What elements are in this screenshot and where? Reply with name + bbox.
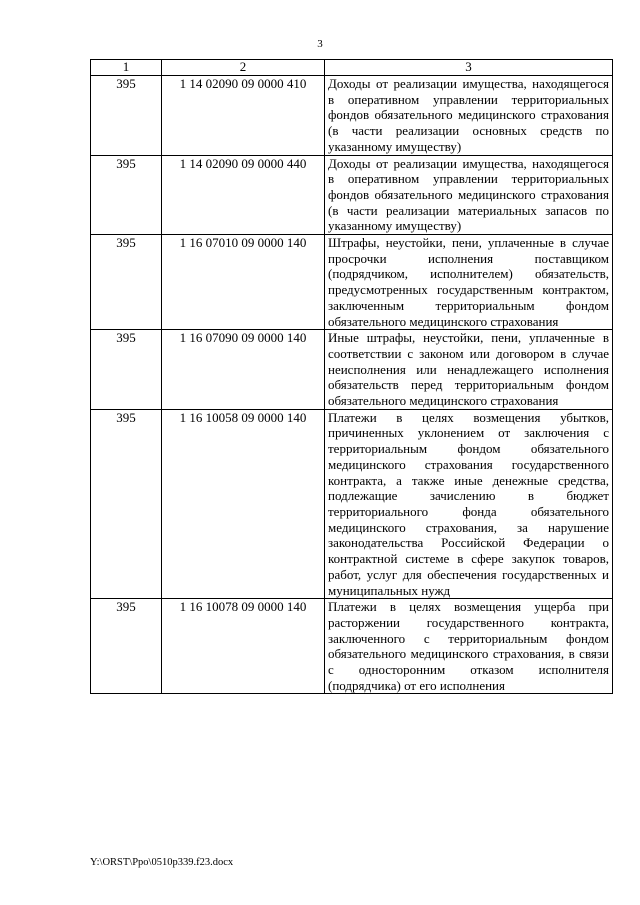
- header-column-2: 2: [162, 60, 325, 76]
- description-cell: Иные штрафы, неустойки, пени, уплаченные в соответствии с законом или договором в случае неисполнения или ненадлежащего исполнения обязательств перед территориальным фондом обязательного медицинского страхования: [325, 330, 613, 410]
- description-cell: Платежи в целях возмещения ущерба при расторжении государственного контракта, заключенного с территориальным фондом обязательного медицинского страхования, в связи с односторонним отказом исполнителя (подрядчика) от его исполнения: [325, 599, 613, 694]
- budget-code-cell: 1 16 07090 09 0000 140: [162, 330, 325, 410]
- page-number: 3: [317, 38, 323, 50]
- admin-code-cell: 395: [91, 409, 162, 598]
- budget-code-cell: 1 14 02090 09 0000 410: [162, 76, 325, 156]
- budget-code-cell: 1 14 02090 09 0000 440: [162, 155, 325, 235]
- revenue-codes-table: [90, 59, 613, 694]
- budget-code-cell: 1 16 10078 09 0000 140: [162, 599, 325, 694]
- table-row: [91, 409, 613, 598]
- admin-code-cell: 395: [91, 155, 162, 235]
- header-column-1: 1: [91, 60, 162, 76]
- description-cell: Платежи в целях возмещения убытков, причиненных уклонением от заключения с территориальным фондом обязательного медицинского страхования государственного контракта, а также иные денежные средства, подлежащие зачислению в бюджет территориального фонда обязательного медицинского страхования, за нарушение законодательства Российской Федерации о контрактной системе в сфере закупок товаров, работ, услуг для обеспечения государственных и муниципальных нужд: [325, 409, 613, 598]
- admin-code-cell: 395: [91, 76, 162, 156]
- table-header-row: [91, 60, 613, 76]
- description-cell: Штрафы, неустойки, пени, уплаченные в случае просрочки исполнения поставщиком (подрядчиком, исполнителем) обязательств, предусмотренных государственным контрактом, заключенным территориальным фондом обязательного медицинского страхования: [325, 235, 613, 330]
- budget-code-cell: 1 16 10058 09 0000 140: [162, 409, 325, 598]
- table-row: [91, 155, 613, 235]
- description-cell: Доходы от реализации имущества, находящегося в оперативном управлении территориальных фондов обязательного медицинского страхования (в части реализации основных средств по указанному имуществу): [325, 76, 613, 156]
- table-row: [91, 599, 613, 694]
- header-column-3: 3: [325, 60, 613, 76]
- admin-code-cell: 395: [91, 599, 162, 694]
- table-row: [91, 235, 613, 330]
- description-cell: Доходы от реализации имущества, находящегося в оперативном управлении территориальных фондов обязательного медицинского страхования (в части реализации материальных запасов по указанному имуществу): [325, 155, 613, 235]
- admin-code-cell: 395: [91, 235, 162, 330]
- budget-code-cell: 1 16 07010 09 0000 140: [162, 235, 325, 330]
- table-row: [91, 330, 613, 410]
- admin-code-cell: 395: [91, 330, 162, 410]
- footer-file-path: Y:\ORST\Ppo\0510p339.f23.docx: [90, 857, 234, 868]
- table-row: [91, 76, 613, 156]
